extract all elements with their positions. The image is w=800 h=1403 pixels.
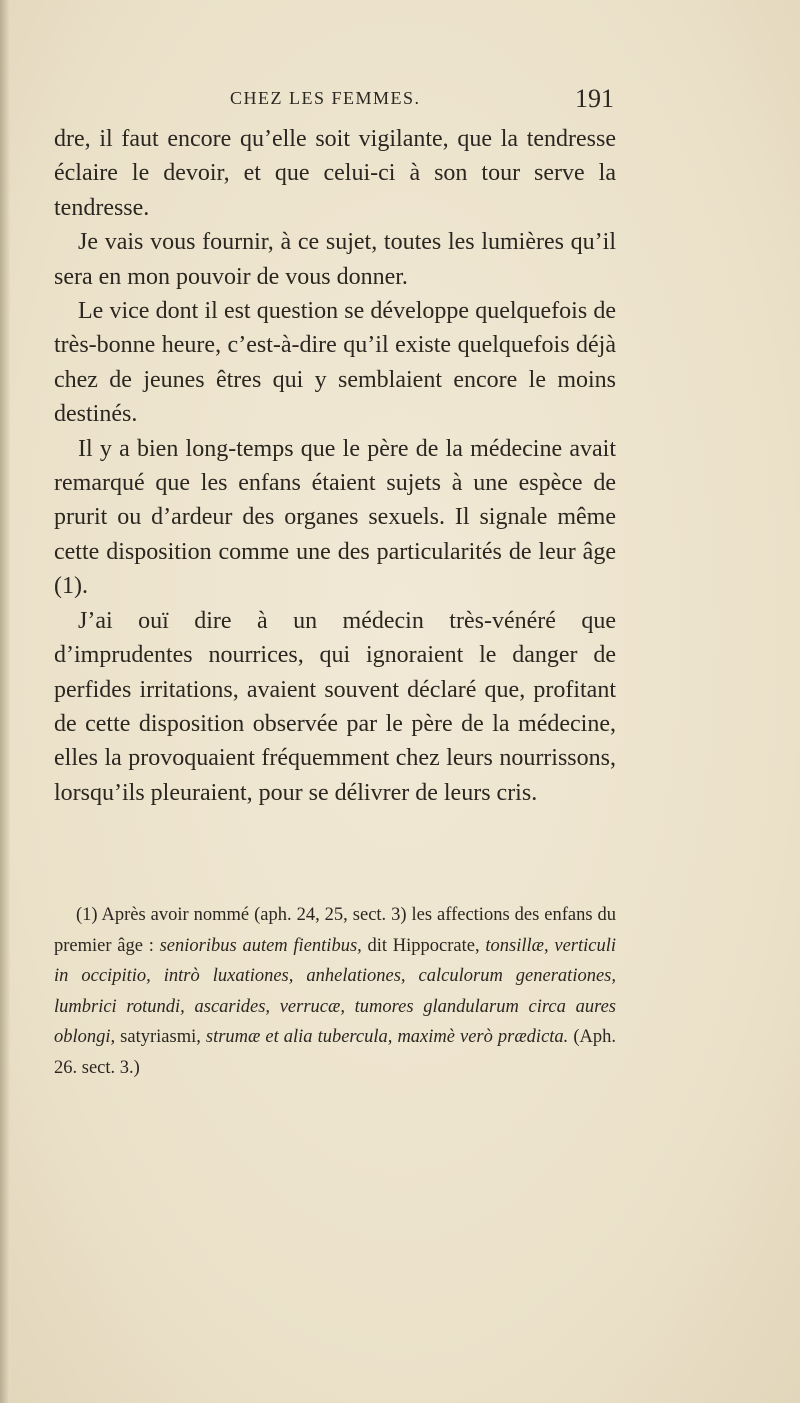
footnote-text: (1) Après avoir nommé (aph. 24, 25, sect. 3) les affections des enfans du premier âge : [54,905,616,956]
page-header [54,86,614,116]
body-text [54,122,616,810]
footnote-latin-quote: strumæ et alia tubercula, maximè verò prædicta. [205,1027,569,1048]
footnote-citation: (Aph. 26. sect. 3.) [54,1027,616,1078]
paragraph: J’ai ouï dire à un médecin très-vénéré que d’imprudentes nourrices, qui ignoraient le danger de perfides irritations, avaient souvent déclaré que, profitant de cette disposition observée par le père de la médecine, elles la provoquaient fréquemment chez leurs nourrissons, lorsqu’ils pleuraient, pour se délivrer de leurs cris. [54,607,616,806]
paragraph: Je vais vous fournir, à ce sujet, toutes les lumières qu’il sera en mon pouvoir de vous donner. [54,229,616,290]
footnote [54,900,616,1084]
footnote-latin-quote: tonsillæ, verticuli in occipitio, intrò luxationes, anhelationes, calculorum generationes, lumbrici rotundi, ascarides, verrucæ, tumores glandularum circa aures oblongi, [54,935,616,1048]
footnote-text: satyriasmi, [115,1027,206,1048]
page-number: 191 [575,84,614,113]
paragraph: Il y a bien long-temps que le père de la médecine avait remarqué que les enfans étaient sujets à une espèce de prurit ou d’ardeur des organes sexuels. Il signale même cette disposition comme une des particularités de leur âge (1). [54,435,616,600]
running-head: CHEZ LES FEMMES. [230,88,421,108]
page-gutter [0,0,10,1403]
paragraph-continuation: dre, il faut encore qu’elle soit vigilante, que la tendresse éclaire le devoir, et que celui-ci à son tour serve la tendresse. [54,126,616,221]
paragraph: Le vice dont il est question se développe quelquefois de très-bonne heure, c’est-à-dire qu’il existe quelquefois déjà chez de jeunes êtres qui y semblaient encore le moins destinés. [54,298,616,428]
footnote-latin-quote: senioribus autem fientibus, [159,935,362,956]
footnote-text: dit Hippocrate, [361,935,486,956]
